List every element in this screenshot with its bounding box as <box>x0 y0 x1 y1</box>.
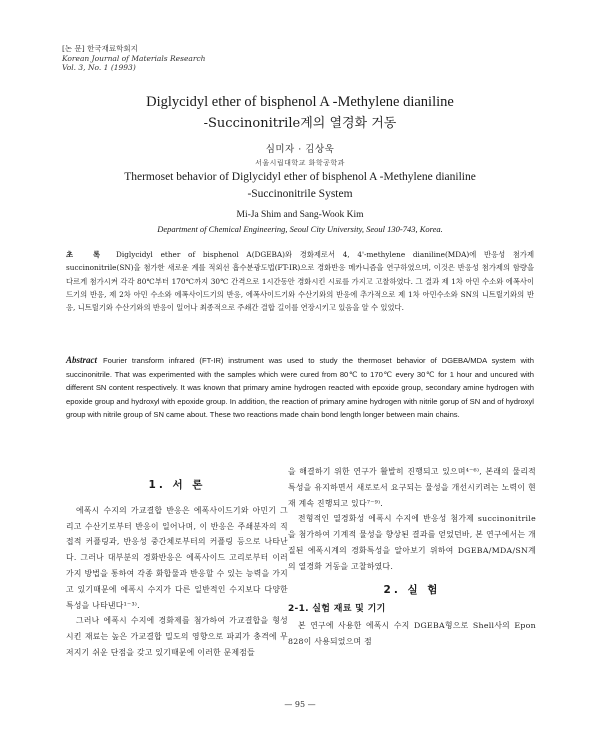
abstract-en-text: Fourier transform infrared (FT-IR) instrument was used to study the thermoset behavior of DGEBA/MDA system with succinonitrile. That was experimented with the samples which were cured from 80℃ to 170℃ every 30℃ for 1 hour and uncured with different SN content respectively. It was known that primary amine hydrogen reacted with epoxide group, secondary amine hydrogen with epoxide group and hydroxyl with epoxide group. In addition, the reaction of primary amine hydrogen with nitrile gorup of SN and of hydroxyl group with nitrile group of SN came about. These two reactions made chain bond length longer between main chains. <box>66 356 534 420</box>
section-1-paragraph: 에폭시 수지의 가교결합 반응은 에폭사이드기와 아민기 그리고 수산기로부터 반응이 일어나며, 이 반응은 주쇄분자의 직접적 커플링과, 반응성 중간체로부터의 커플링 등으로 나타난다. 그러나 대부분의 경화반응은 에폭사이드 고리로부터 이러가지 방법을 통하여 각종 화합물과 반응할 수 있는 능력을 가지고 있기때문에 에폭시 수지가 다른 일반적인 수지보다 다양한 특성을 나타낸다¹⁻³⁾. <box>66 505 288 610</box>
abstract-ko-label: 초 록 <box>66 250 107 259</box>
paper-title <box>0 91 600 135</box>
right-column-paragraph: 전형적인 열경화성 에폭시 수지에 반응성 첨가제 succinonitrile을 첨가하여 기계적 물성을 향상된 결과를 얻었던바, 본 연구에서는 개질된 에폭시계의 경화특성을 알아보기 위하여 DGEBA/MDA/SN계의 열경화 거동을 고찰하였다. <box>288 514 536 571</box>
affiliation-en: Department of Chemical Engineering, Seoul City University, Seoul 130-743, Korea. <box>157 224 443 234</box>
journal-name-en: Korean Journal of Materials Research <box>62 53 206 63</box>
section-1-heading: 1. 서 론 <box>148 479 206 491</box>
paper-title-en-line1: Thermoset behavior of Diglycidyl ether of bisphenol A -Methylene dianiline <box>124 171 476 183</box>
section-2-paragraph: 본 연구에 사용한 에폭시 수지 DGEBA형으로 Shell사의 Epon 828이 사용되었으며 점 <box>288 621 536 646</box>
journal-header <box>62 44 205 73</box>
abstract-en-label: Abstract <box>66 355 98 365</box>
affiliation-ko: 서울시립대학교 화학공학과 <box>255 159 345 167</box>
authors-ko: 심미자 · 김상욱 <box>265 144 335 155</box>
right-column-paragraph: 을 해결하기 위한 연구가 활발히 진행되고 있으며⁴⁻⁶⁾, 본래의 물리적 특성을 유지하면서 새로로서 요구되는 물성을 개선시키려는 노력이 현재 계속 진행되고 있다⁷⁻⁹⁾. <box>288 467 536 508</box>
journal-name-ko: [논 문] 한국재료학회지 <box>62 44 138 53</box>
section-2-1-heading: 2-1. 실험 재료 및 기기 <box>288 604 386 615</box>
right-column <box>288 464 536 650</box>
left-column <box>66 478 288 661</box>
authors-en: Mi-Ja Shim and Sang-Wook Kim <box>236 210 364 220</box>
abstract-ko <box>66 248 534 314</box>
paper-title-line2: -Succinonitrile계의 열경화 거동 <box>203 116 397 131</box>
abstract-en <box>66 354 534 422</box>
page-number: — 95 — <box>284 700 316 709</box>
paper-title-en <box>0 169 600 203</box>
abstract-ko-text: Diglycidyl ether of bisphenol A(DGEBA)와 경화제로서 4, 4'-methylene dianiline(MDA)에 반응성 첨가제 succinonitrile(SN)을 첨가한 새로운 계를 적외선 흡수분광도법(FT-IR)으로 경화반응 메카니즘을 연구하였으며, 이것은 반응성 첨가제의 함량을 다르게 첨가시켜 각각 80℃부터 170℃까지 30℃ 간격으로 1시간동안 경화시킨 시료를 가지고 고찰하였다. 그 결과 제 1차 아민 수소와 에폭사이드기의 반응, 제 2차 아민 수소와 에폭사이드기의 반응, 에폭사이드기와 수산기와의 반응에 추가적으로 제 1차 아민수소와 SN의 니트릴기와의 반응, 니트릴기와 수산기와의 반응이 일어나 최종적으로 주쇄간 결합 길이를 연장시키고 있음을 알 수 있었다. <box>66 250 534 313</box>
journal-volume: Vol. 3, No. 1 (1993) <box>62 63 136 72</box>
section-1-paragraph: 그러나 에폭시 수지에 경화제를 첨가하여 가교결합을 형성시킨 재료는 높은 가교결합 밀도의 영향으로 파괴가 충격에 무저지기 쉬운 단점을 갖고 있기때문에 이러한 문제점들 <box>66 616 288 657</box>
section-2-heading: 2. 실 험 <box>383 583 441 596</box>
paper-title-line1: Diglycidyl ether of bisphenol A -Methylene dianiline <box>146 94 454 110</box>
paper-title-en-line2: -Succinonitrile System <box>247 188 353 200</box>
